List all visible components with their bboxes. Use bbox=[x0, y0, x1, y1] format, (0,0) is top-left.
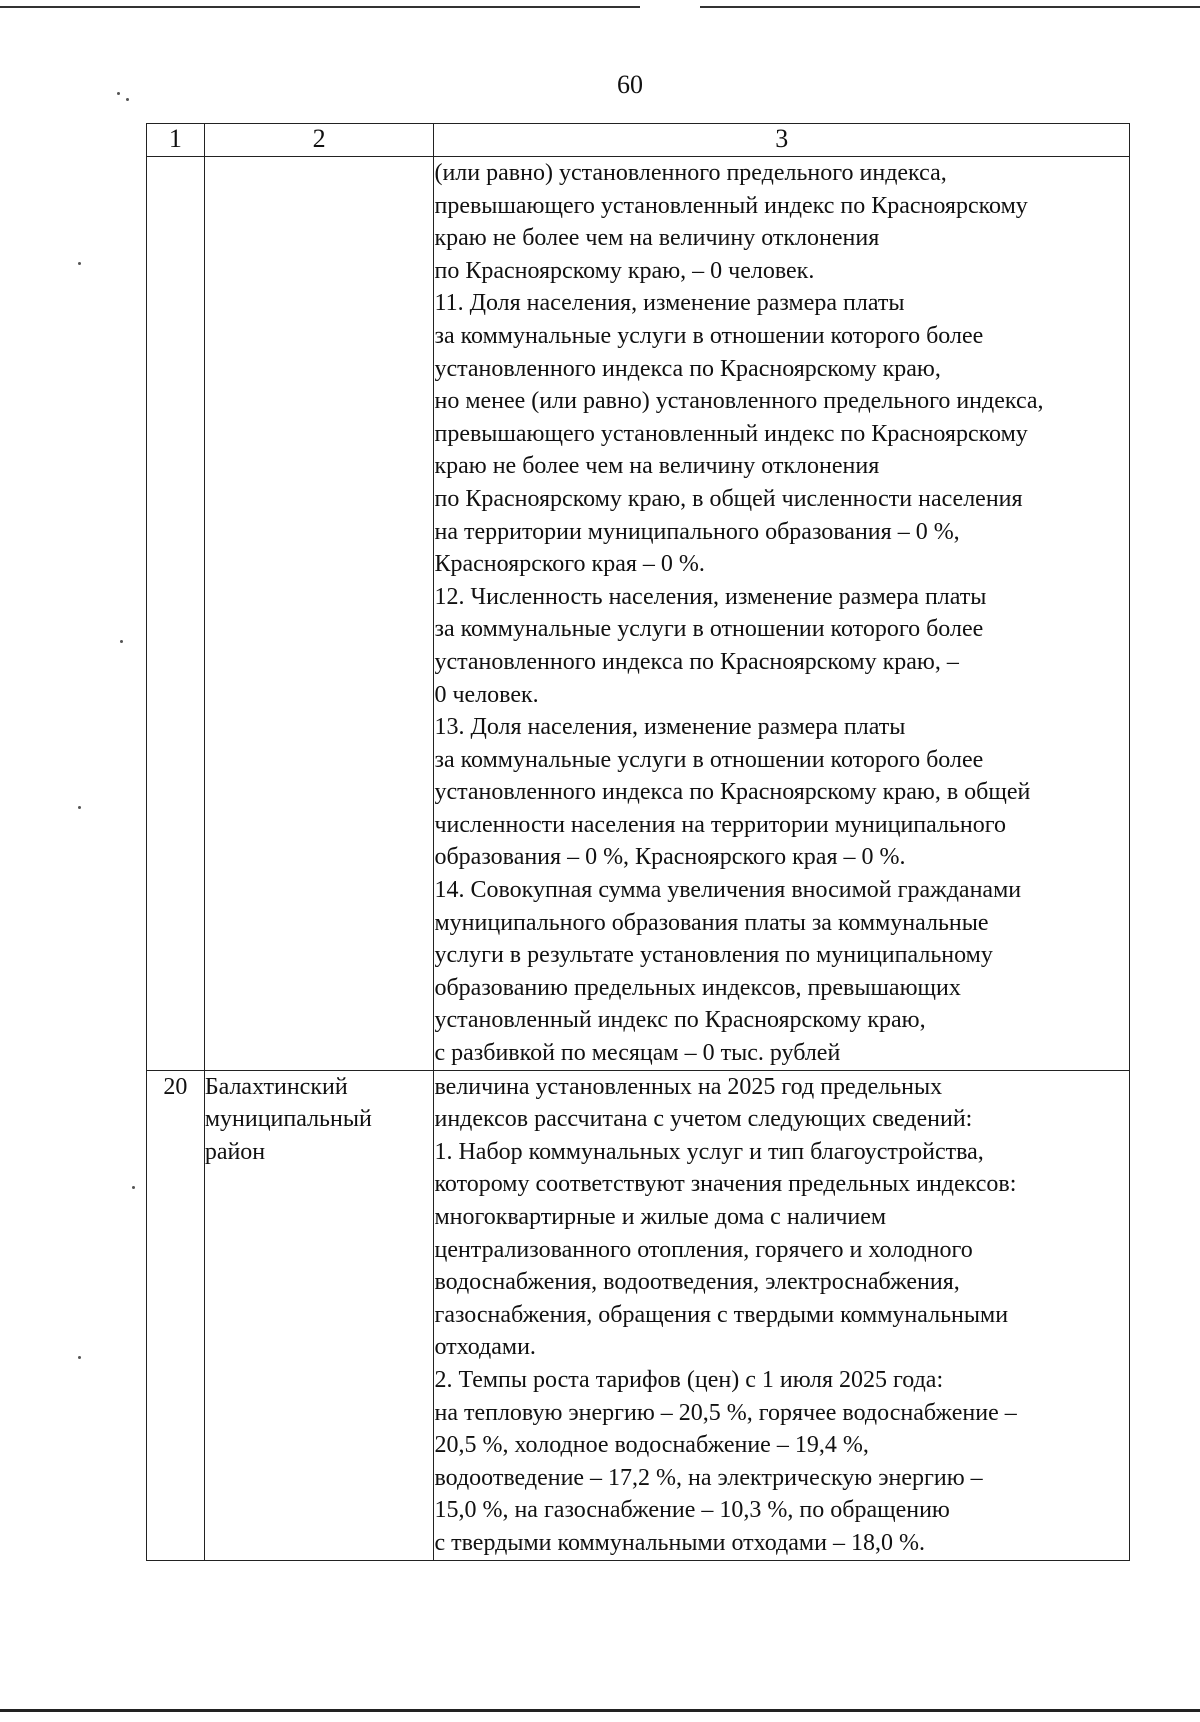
description-line: 14. Совокупная сумма увеличения вносимой гражданами bbox=[434, 877, 1022, 904]
description-line: 12. Численность населения, изменение размера платы bbox=[434, 583, 987, 610]
description-line: установленного индекса по Красноярскому краю, в общей bbox=[434, 779, 1031, 806]
row-number-cell bbox=[147, 157, 205, 1071]
description-line: установленного индекса по Красноярскому краю, bbox=[434, 355, 941, 382]
table-row bbox=[147, 157, 1130, 1071]
scan-speck bbox=[78, 1356, 81, 1359]
description-line: на территории муниципального образования – 0 %, bbox=[434, 518, 960, 545]
description-line: (или равно) установленного предельного индекса, bbox=[434, 160, 947, 186]
description-line: водоснабжения, водоотведения, электроснабжения, bbox=[434, 1269, 960, 1296]
description-cell bbox=[434, 157, 1130, 1071]
description-line: численности населения на территории муниципального bbox=[434, 811, 1007, 838]
scan-speck bbox=[78, 262, 81, 265]
description-line: которому соответствуют значения предельных индексов: bbox=[434, 1171, 1017, 1198]
description-line: 13. Доля населения, изменение размера платы bbox=[434, 714, 906, 741]
table-header-row bbox=[147, 124, 1130, 157]
column-header-3: 3 bbox=[434, 124, 1130, 157]
municipality-name-line: район bbox=[204, 1138, 266, 1165]
description-line: за коммунальные услуги в отношении которого более bbox=[434, 616, 984, 643]
scan-bottom-border bbox=[0, 1709, 1200, 1722]
description-cell bbox=[434, 1070, 1130, 1560]
description-line: краю не более чем на величину отклонения bbox=[434, 225, 880, 252]
description-line: но менее (или равно) установленного предельного индекса, bbox=[434, 388, 1044, 415]
scan-speck bbox=[120, 640, 123, 643]
description-line: услуги в результате установления по муниципальному bbox=[434, 942, 993, 969]
description-line: газоснабжения, обращения с твердыми коммунальными bbox=[434, 1301, 1009, 1328]
description-line: отходами. bbox=[434, 1334, 536, 1361]
description-line: 2. Темпы роста тарифов (цен) с 1 июля 2025 года: bbox=[434, 1366, 944, 1393]
description-line: Красноярского края – 0 %. bbox=[434, 551, 705, 578]
description-line: многоквартирные и жилые дома с наличием bbox=[434, 1204, 887, 1230]
row-number-cell: 20 bbox=[147, 1070, 205, 1560]
description-line: установленный индекс по Красноярскому краю, bbox=[434, 1007, 926, 1034]
municipality-name-line: муниципальный bbox=[204, 1106, 372, 1133]
description-line: установленного индекса по Красноярскому краю, – bbox=[434, 648, 959, 675]
description-line: 11. Доля населения, изменение размера платы bbox=[434, 290, 905, 317]
description-line: величина установленных на 2025 год предельных bbox=[434, 1073, 943, 1100]
description-line: по Красноярскому краю, – 0 человек. bbox=[434, 257, 815, 284]
description-line: превышающего установленный индекс по Красноярскому bbox=[434, 420, 1028, 447]
description-line: по Красноярскому краю, в общей численности населения bbox=[434, 485, 1023, 512]
description-line: муниципального образования платы за коммунальные bbox=[434, 909, 989, 936]
description-line: 0 человек. bbox=[434, 681, 539, 708]
description-line: с разбивкой по месяцам – 0 тыс. рублей bbox=[434, 1040, 841, 1067]
page-number: 60 bbox=[617, 70, 643, 99]
description-line: на тепловую энергию – 20,5 %, горячее водоснабжение – bbox=[434, 1399, 1017, 1426]
scan-speck bbox=[126, 98, 129, 101]
column-header-1: 1 bbox=[147, 124, 205, 157]
scan-speck bbox=[117, 92, 120, 95]
description-line: централизованного отопления, горячего и холодного bbox=[434, 1236, 973, 1263]
description-line: за коммунальные услуги в отношении которого более bbox=[434, 746, 984, 773]
municipality-name-line: Балахтинский bbox=[204, 1073, 348, 1100]
description-line: водоотведение – 17,2 %, на электрическую энергию – bbox=[434, 1464, 983, 1491]
description-line: за коммунальные услуги в отношении которого более bbox=[434, 322, 984, 349]
scan-speck bbox=[132, 1186, 135, 1189]
description-line: 1. Набор коммунальных услуг и тип благоустройства, bbox=[434, 1138, 984, 1165]
description-line: образования – 0 %, Красноярского края – 0 %. bbox=[434, 844, 906, 871]
data-table bbox=[146, 123, 1130, 1561]
description-line: с твердыми коммунальными отходами – 18,0 %. bbox=[434, 1529, 925, 1556]
description-line: 20,5 %, холодное водоснабжение – 19,4 %, bbox=[434, 1432, 869, 1459]
scan-top-border bbox=[0, 0, 1200, 8]
municipality-name-cell bbox=[204, 157, 434, 1071]
description-line: индексов рассчитана с учетом следующих сведений: bbox=[434, 1106, 973, 1133]
description-line: краю не более чем на величину отклонения bbox=[434, 453, 880, 480]
column-header-2: 2 bbox=[204, 124, 434, 157]
scan-top-border-gap bbox=[640, 0, 700, 8]
description-line: превышающего установленный индекс по Красноярскому bbox=[434, 192, 1028, 219]
table-row bbox=[147, 1070, 1130, 1560]
scan-speck bbox=[78, 806, 81, 809]
description-line: образованию предельных индексов, превышающих bbox=[434, 974, 961, 1001]
description-line: 15,0 %, на газоснабжение – 10,3 %, по обращению bbox=[434, 1497, 950, 1524]
municipality-name-cell bbox=[204, 1070, 434, 1560]
